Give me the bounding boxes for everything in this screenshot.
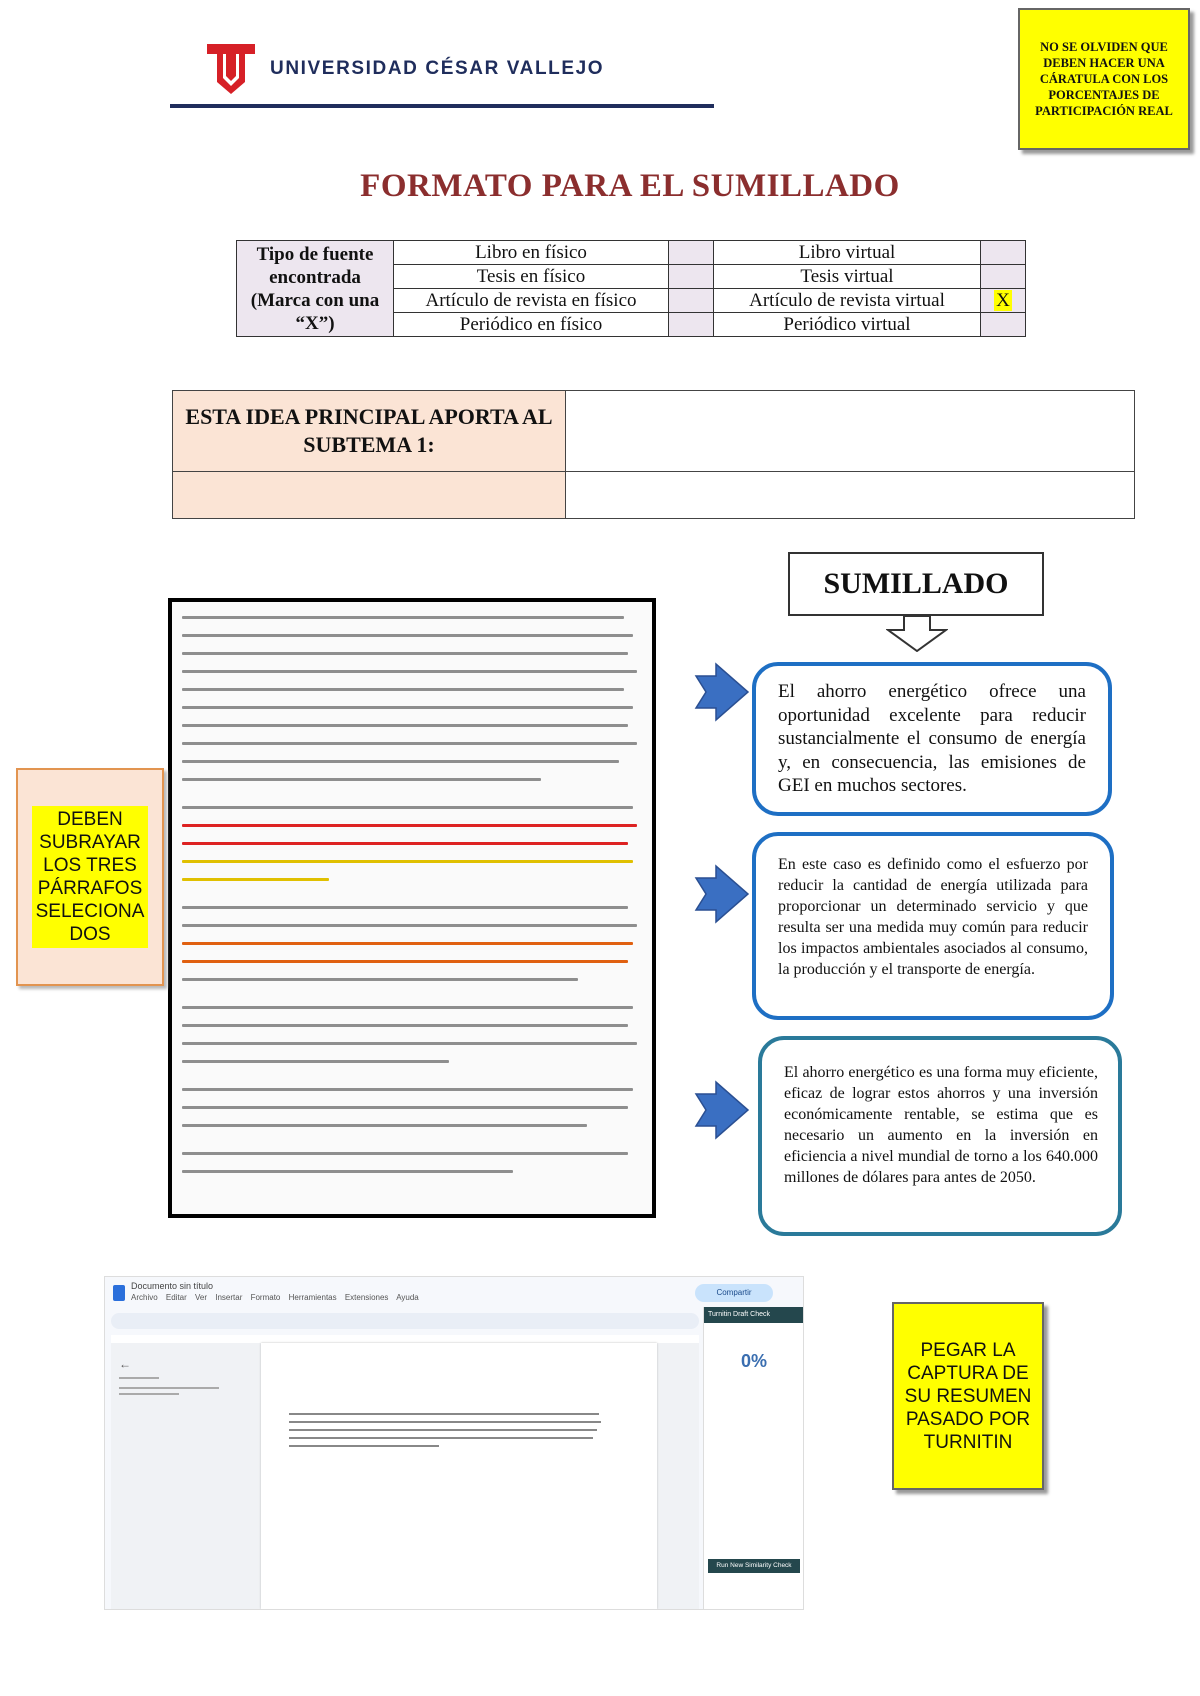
doc-title: Documento sin título bbox=[131, 1281, 214, 1291]
source-option: Artículo de revista en físico bbox=[394, 289, 669, 313]
mark-cell[interactable] bbox=[669, 313, 714, 337]
doc-menu: Archivo Editar Ver Insertar Formato Herramientas Extensiones Ayuda bbox=[131, 1293, 419, 1302]
idea-label-cell-2[interactable] bbox=[173, 472, 566, 519]
arrow-right-icon bbox=[694, 864, 750, 924]
paste-capture-note: PEGAR LA CAPTURA DE SU RESUMEN PASADO POR TURNITIN bbox=[892, 1302, 1044, 1490]
table-row bbox=[173, 472, 1135, 519]
doc-text-line bbox=[289, 1429, 597, 1431]
summary-box-2: En este caso es definido como el esfuerzo por reducir la cantidad de energía utilizada para proporcionar un determinado servicio y que resulta ser una medida muy común para reducir los impactos ambientales asociados al consumo, la producción y el transporte de energía. bbox=[752, 832, 1114, 1020]
run-check-button: Run New Similarity Check bbox=[708, 1559, 800, 1573]
source-type-table bbox=[236, 240, 1026, 337]
mark-cell[interactable] bbox=[669, 289, 714, 313]
source-option: Libro virtual bbox=[714, 241, 981, 265]
mark-cell[interactable] bbox=[981, 313, 1026, 337]
summary-box-3: El ahorro energético es una forma muy eficiente, eficaz de lograr estos ahorros y una inversión económicamente rentable, se estima que es necesario un aumento en la inversión en eficiencia a nivel mundial de torno a los 640.000 millones de dólares para antes de 2050. bbox=[758, 1036, 1122, 1236]
idea-table bbox=[172, 390, 1135, 519]
summary-box-1: El ahorro energético ofrece una oportunidad excelente para reducir sustancialmente el consumo de energía y, en consecuencia, las emisiones de GEI en muchos sectores. bbox=[752, 662, 1112, 816]
source-type-label: Tipo de fuente encontrada (Marca con una “X”) bbox=[237, 241, 394, 337]
mark-cell-selected[interactable] bbox=[981, 289, 1026, 313]
back-arrow-icon: ← bbox=[119, 1357, 131, 1371]
page-title: FORMATO PARA EL SUMILLADO bbox=[360, 168, 900, 204]
source-option: Artículo de revista virtual bbox=[714, 289, 981, 313]
doc-text-line bbox=[289, 1421, 601, 1423]
mark-cell[interactable] bbox=[981, 241, 1026, 265]
arrow-right-icon bbox=[694, 662, 750, 722]
doc-text-line bbox=[289, 1413, 599, 1415]
header-rule bbox=[170, 104, 714, 108]
university-name: UNIVERSIDAD CÉSAR VALLEJO bbox=[270, 58, 605, 79]
source-option: Libro en físico bbox=[394, 241, 669, 265]
source-option: Periódico virtual bbox=[714, 313, 981, 337]
share-button: Compartir bbox=[695, 1284, 773, 1302]
idea-label: ESTA IDEA PRINCIPAL APORTA AL SUBTEMA 1: bbox=[173, 391, 566, 472]
mark-cell[interactable] bbox=[669, 241, 714, 265]
source-option: Tesis virtual bbox=[714, 265, 981, 289]
sumillado-banner: SUMILLADO bbox=[788, 552, 1044, 616]
source-document-image bbox=[168, 598, 656, 1218]
university-logo-icon bbox=[205, 42, 257, 96]
docs-toolbar bbox=[111, 1313, 699, 1329]
docs-icon bbox=[113, 1285, 125, 1301]
mark-cell[interactable] bbox=[669, 265, 714, 289]
underline-instruction-note bbox=[16, 768, 164, 986]
outline-placeholder bbox=[119, 1377, 239, 1395]
doc-text-line bbox=[289, 1437, 593, 1439]
down-arrow-icon bbox=[886, 616, 948, 652]
arrow-right-icon bbox=[694, 1080, 750, 1140]
turnitin-screenshot bbox=[104, 1276, 804, 1610]
idea-value-cell-2[interactable] bbox=[566, 472, 1135, 519]
x-mark: X bbox=[996, 289, 1010, 311]
mark-cell[interactable] bbox=[981, 265, 1026, 289]
caratula-note: NO SE OLVIDEN QUE DEBEN HACER UNA CÁRATULA CON LOS PORCENTAJES DE PARTICIPACIÓN REAL bbox=[1018, 8, 1190, 150]
doc-text-line bbox=[289, 1445, 439, 1447]
source-option: Tesis en físico bbox=[394, 265, 669, 289]
idea-value-cell[interactable] bbox=[566, 391, 1135, 472]
docs-page bbox=[261, 1343, 657, 1609]
similarity-percent: 0% bbox=[740, 1351, 767, 1371]
table-row bbox=[237, 241, 1026, 265]
table-row bbox=[173, 391, 1135, 472]
source-option: Periódico en físico bbox=[394, 313, 669, 337]
panel-title: Turnitin Draft Check bbox=[704, 1307, 804, 1323]
turnitin-panel bbox=[703, 1307, 804, 1609]
underline-instruction-text: DEBEN SUBRAYAR LOS TRES PÁRRAFOS SELECIONA DOS bbox=[32, 806, 148, 948]
